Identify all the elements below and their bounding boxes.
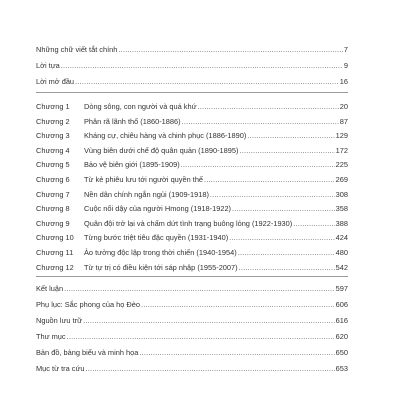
toc-entry-title: Lời mở đầu — [36, 77, 75, 86]
toc-chapter-5 — [36, 159, 348, 170]
toc-chapter-4 — [36, 145, 348, 156]
toc-chapter-11 — [36, 247, 348, 258]
chapter-number: Chương 11 — [36, 247, 74, 257]
toc-entry-abbreviations — [36, 44, 348, 55]
leader-dots — [61, 60, 343, 71]
chapter-page: 480 — [335, 247, 348, 257]
chapter-number: Chương 12 — [36, 262, 74, 272]
toc-chapter-12 — [36, 262, 348, 273]
toc-chapter-1 — [36, 101, 348, 112]
toc-entry-title: Bản đồ, bảng biểu và minh họa — [36, 348, 139, 358]
chapter-page: 87 — [339, 116, 348, 126]
leader-dots — [247, 130, 334, 141]
toc-entry-index — [36, 363, 348, 374]
chapter-title: Phân rã lãnh thổ (1860-1886) — [84, 116, 181, 126]
leader-dots — [204, 174, 335, 185]
table-of-contents — [36, 44, 348, 379]
chapter-title: Kháng cự, chiêu hàng và chinh phục (1886-1890) — [84, 131, 247, 141]
chapter-page: 129 — [335, 131, 348, 141]
toc-entry-page: 606 — [335, 300, 348, 310]
toc-entry-title: Kết luận — [36, 284, 64, 294]
chapter-page: 358 — [335, 204, 348, 214]
toc-entry-page: 16 — [339, 77, 348, 86]
leader-dots — [83, 315, 335, 326]
toc-entry-page: 9 — [343, 61, 348, 70]
leader-dots — [232, 203, 335, 214]
chapter-number: Chương 9 — [36, 218, 70, 228]
toc-entry-page: 650 — [335, 348, 348, 358]
leader-dots — [139, 347, 334, 358]
toc-entry-title: Phụ lục: Sắc phong của họ Đèo — [36, 300, 140, 310]
chapter-number: Chương 3 — [36, 131, 70, 141]
chapter-title: Cuộc nổi dậy của người Hmong (1918-1922) — [84, 204, 232, 214]
toc-entry-page: 616 — [335, 316, 348, 326]
chapter-page: 308 — [335, 189, 348, 199]
chapter-number: Chương 10 — [36, 233, 74, 243]
chapter-number: Chương 8 — [36, 204, 70, 214]
toc-entry-appendix — [36, 299, 348, 310]
toc-entry-title: Mục từ tra cứu — [36, 364, 85, 374]
toc-entry-archives — [36, 315, 348, 326]
back-matter-list — [36, 283, 348, 374]
chapter-title: Dòng sông, con người và quá khứ — [84, 102, 197, 111]
leader-dots — [198, 101, 339, 112]
chapter-title: Vùng biên dưới chế độ quân quản (1890-1895) — [84, 145, 239, 155]
chapter-page: 269 — [335, 174, 348, 184]
front-matter-list — [36, 44, 348, 87]
toc-entry-page: 597 — [335, 284, 348, 294]
chapter-page: 542 — [335, 262, 348, 272]
toc-chapter-3 — [36, 130, 348, 141]
leader-dots — [239, 262, 335, 273]
divider — [36, 276, 348, 277]
chapter-number: Chương 2 — [36, 116, 70, 126]
toc-chapter-8 — [36, 203, 348, 214]
chapter-number: Chương 1 — [36, 102, 70, 111]
chapter-page: 172 — [335, 145, 348, 155]
leader-dots — [118, 44, 342, 55]
toc-entry-page: 7 — [343, 45, 348, 54]
toc-entry-title: Nguồn lưu trữ — [36, 316, 83, 326]
toc-chapter-10 — [36, 232, 348, 243]
chapter-page: 388 — [335, 218, 348, 228]
leader-dots — [75, 76, 339, 87]
toc-entry-page: 653 — [335, 364, 348, 374]
chapter-number: Chương 7 — [36, 189, 70, 199]
chapter-number: Chương 5 — [36, 160, 70, 170]
toc-entry-preface — [36, 60, 348, 71]
leader-dots — [238, 247, 335, 258]
chapter-number: Chương 6 — [36, 174, 70, 184]
chapter-title: Từ tự trị có điều kiện tới sáp nhập (1955-2007) — [84, 262, 238, 272]
chapter-page: 20 — [339, 102, 348, 111]
leader-dots — [293, 218, 334, 229]
chapter-title: Từng bước triệt tiêu đặc quyền (1931-1940) — [84, 233, 229, 243]
toc-chapter-7 — [36, 189, 348, 200]
leader-dots — [229, 232, 334, 243]
toc-entry-title: Thư mục — [36, 332, 66, 342]
leader-dots — [67, 331, 335, 342]
chapter-title: Bảo vệ biên giới (1895-1909) — [84, 160, 180, 170]
toc-entry-conclusion — [36, 283, 348, 294]
leader-dots — [182, 116, 339, 127]
chapter-number: Chương 4 — [36, 145, 70, 155]
chapter-title: Ảo tưởng độc lập trong thời chiến (1940-1954) — [84, 247, 237, 257]
leader-dots — [239, 145, 334, 156]
toc-entry-page: 620 — [335, 332, 348, 342]
leader-dots — [210, 189, 335, 200]
toc-entry-title: Lời tựa — [36, 61, 60, 70]
leader-dots — [181, 159, 335, 170]
toc-chapter-6 — [36, 174, 348, 185]
toc-entry-introduction — [36, 76, 348, 87]
toc-chapter-9 — [36, 218, 348, 229]
chapter-title: Nền dân chính ngắn ngủi (1909-1918) — [84, 189, 209, 199]
chapter-list — [36, 101, 348, 273]
chapter-title: Từ kẻ phiêu lưu tới người quyền thế — [84, 174, 204, 184]
leader-dots — [64, 283, 335, 294]
chapter-title: Quân đội trở lại và chấm dứt tình trạng buông lỏng (1922-1930) — [84, 218, 293, 228]
toc-chapter-2 — [36, 116, 348, 127]
toc-entry-title: Những chữ viết tắt chính — [36, 45, 118, 54]
chapter-page: 424 — [335, 233, 348, 243]
toc-entry-bibliography — [36, 331, 348, 342]
leader-dots — [86, 363, 335, 374]
divider — [36, 92, 348, 93]
chapter-page: 225 — [335, 160, 348, 170]
leader-dots — [141, 299, 335, 310]
toc-entry-maps-tables — [36, 347, 348, 358]
